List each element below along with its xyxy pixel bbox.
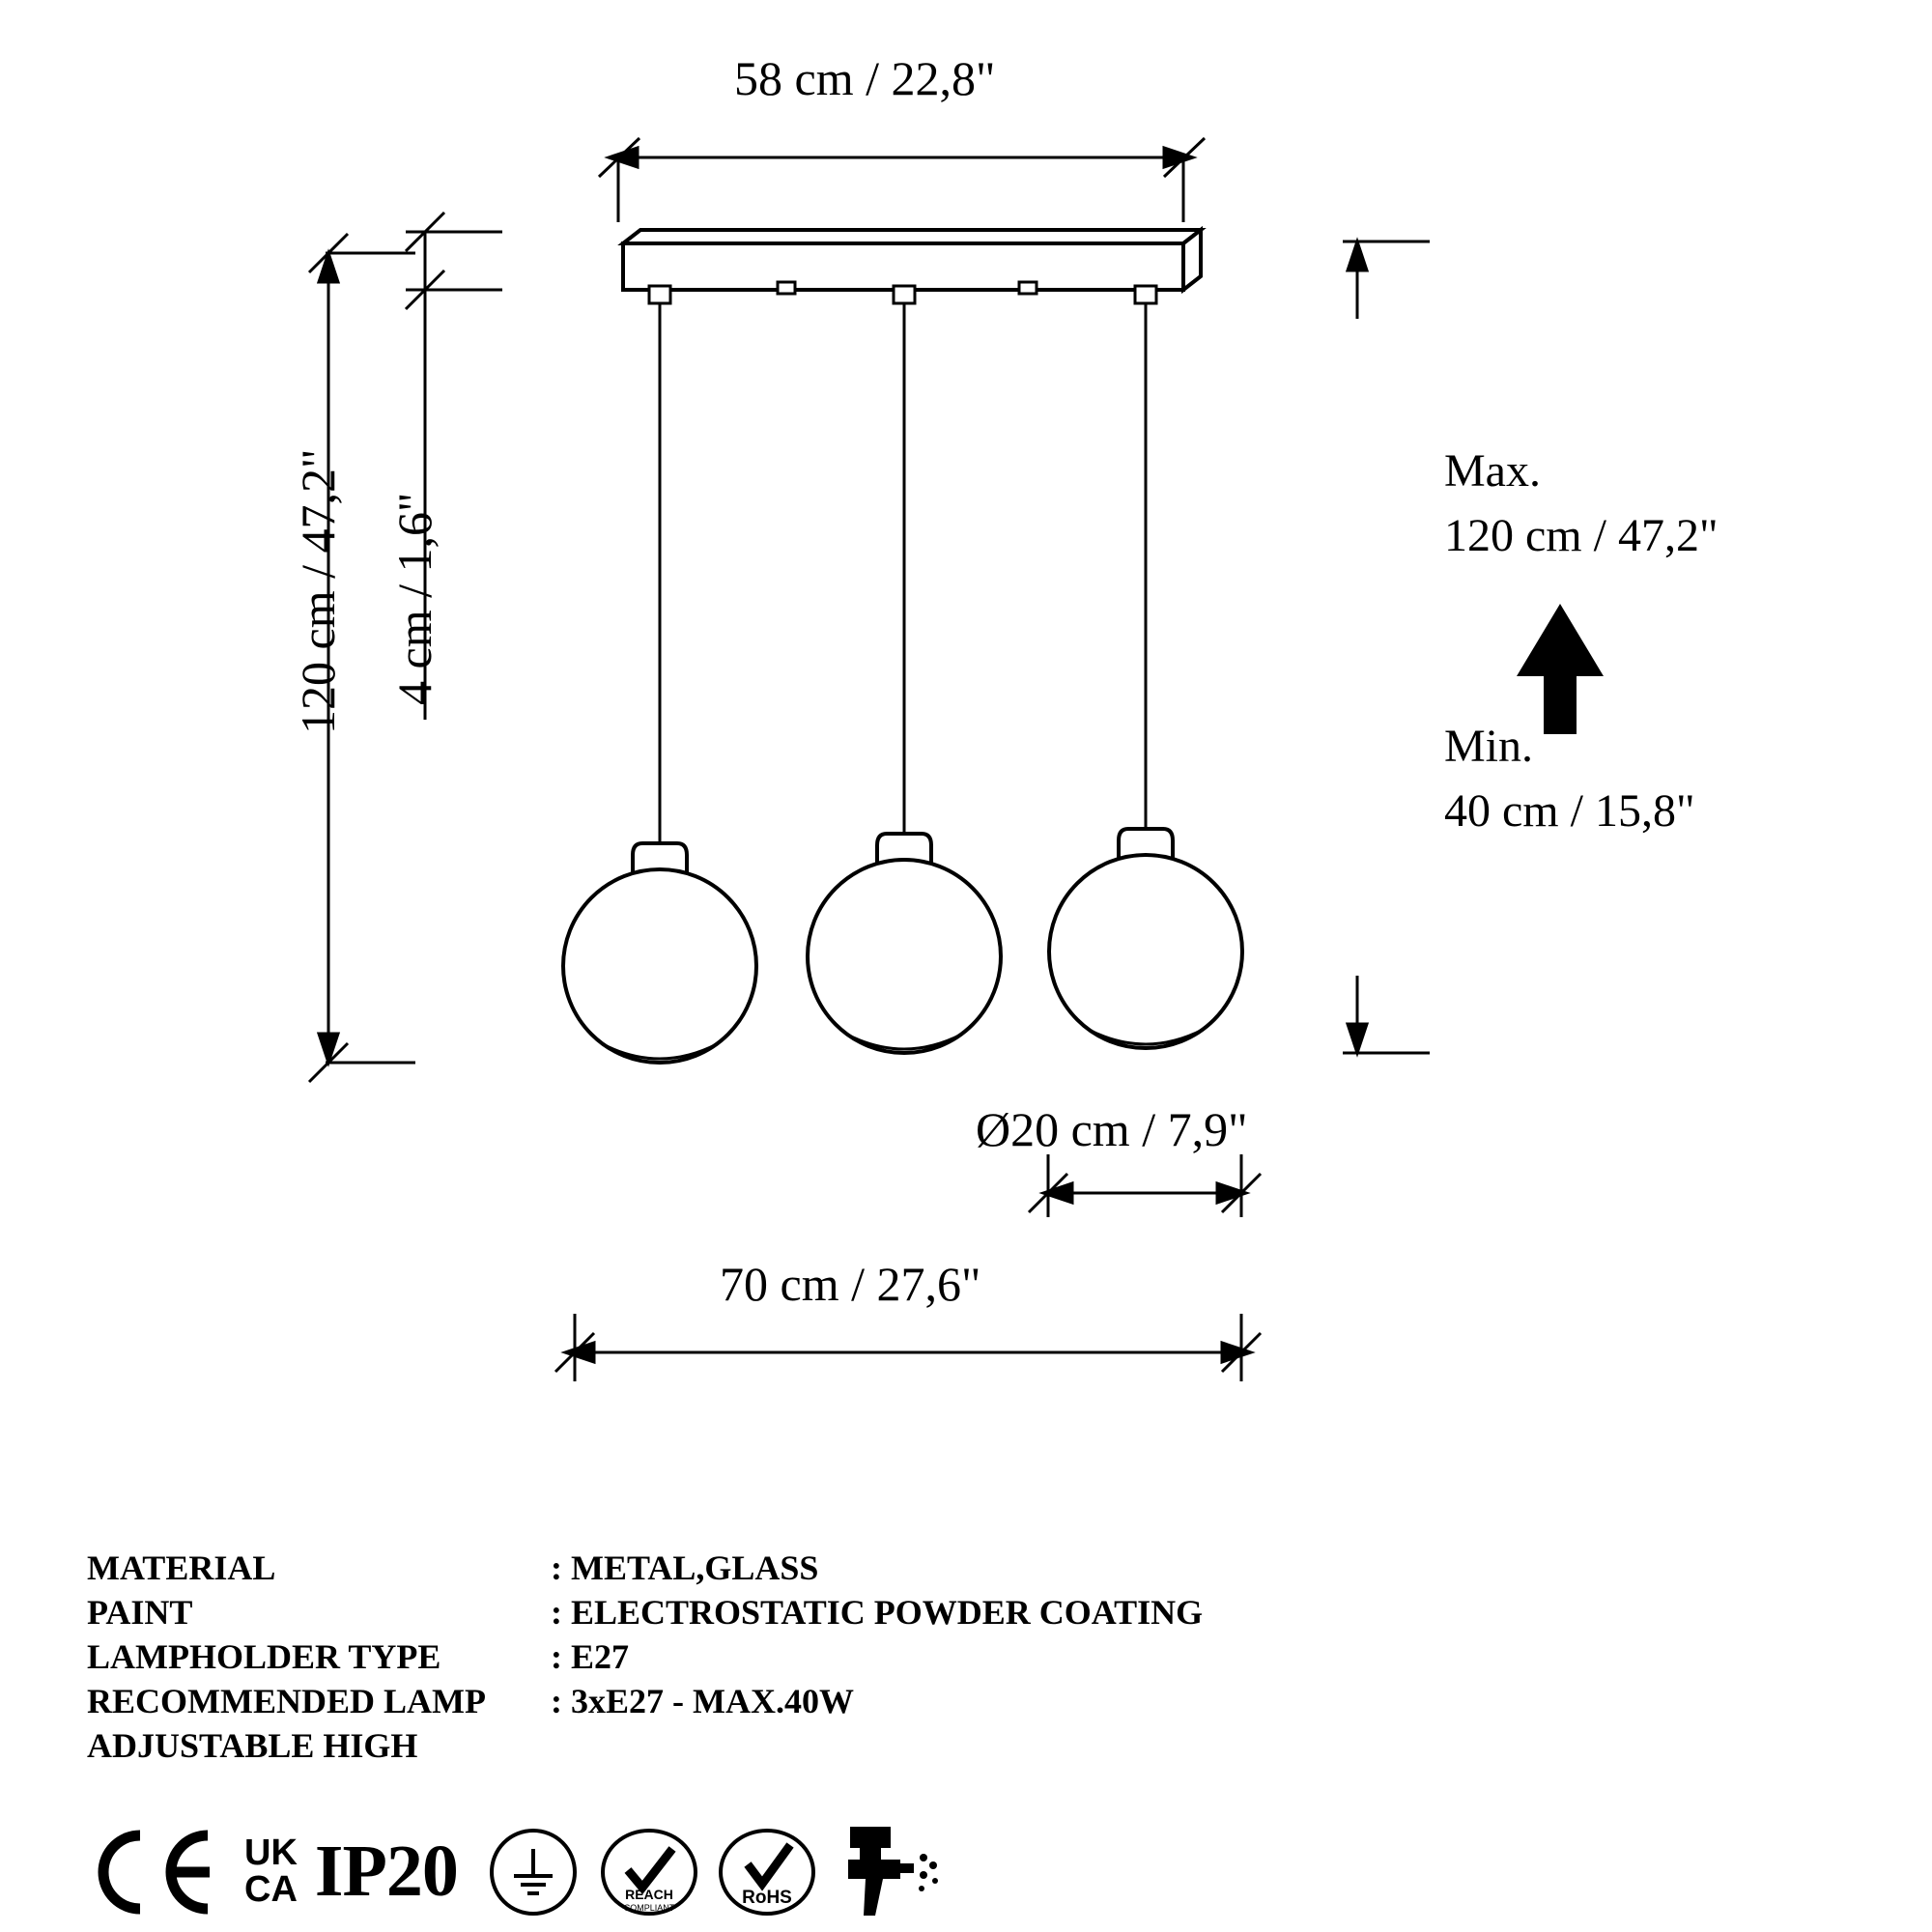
max-value: 120 cm / 47,2" bbox=[1444, 510, 1719, 561]
up-arrow-icon bbox=[1517, 604, 1604, 734]
spec-key: RECOMMENDED LAMP bbox=[87, 1682, 486, 1721]
spec-row-adjustable-high bbox=[87, 1723, 1203, 1768]
top-width-label: 58 cm / 22,8" bbox=[734, 51, 996, 105]
ukca-mark bbox=[244, 1833, 298, 1910]
globe-diameter-dimension-line bbox=[1029, 1154, 1261, 1217]
certification-badges bbox=[82, 1821, 947, 1922]
rohs-icon bbox=[717, 1824, 817, 1920]
suspension-cords bbox=[649, 282, 1156, 855]
earth-ground-icon bbox=[485, 1824, 582, 1920]
spec-row-paint bbox=[87, 1590, 1203, 1634]
ip-rating-label: IP20 bbox=[314, 1831, 458, 1912]
spec-row-recommended-lamp bbox=[87, 1679, 1203, 1723]
adjust-range-extension-lines bbox=[1343, 242, 1430, 1053]
ce-mark-icon bbox=[82, 1824, 227, 1920]
total-height-label: 120 cm / 47,2" bbox=[291, 448, 345, 734]
spec-row-lampholder-type bbox=[87, 1634, 1203, 1679]
globe-diameter-label: Ø20 cm / 7,9" bbox=[976, 1102, 1248, 1156]
spec-value: : ELECTROSTATIC POWDER COATING bbox=[551, 1593, 1204, 1633]
svg-text:REACH: REACH bbox=[625, 1886, 673, 1902]
spec-key: PAINT bbox=[87, 1593, 193, 1633]
spec-key: LAMPHOLDER TYPE bbox=[87, 1637, 441, 1677]
spec-value: : METAL,GLASS bbox=[551, 1548, 819, 1587]
ukca-line2: CA bbox=[244, 1868, 298, 1910]
spec-value: : 3xE27 - MAX.40W bbox=[551, 1682, 854, 1721]
glass-globe-left bbox=[563, 843, 756, 1063]
top-width-dimension-line bbox=[599, 138, 1205, 222]
spec-value: : E27 bbox=[551, 1637, 629, 1677]
min-label: Min. bbox=[1444, 721, 1534, 772]
canopy-bar bbox=[623, 230, 1201, 290]
spray-gun-icon bbox=[840, 1821, 947, 1922]
max-label: Max. bbox=[1444, 445, 1541, 497]
bottom-width-label: 70 cm / 27,6" bbox=[720, 1257, 981, 1311]
svg-text:COMPLIANT: COMPLIANT bbox=[623, 1902, 675, 1913]
spec-table bbox=[87, 1546, 1203, 1768]
glass-globe-middle bbox=[808, 834, 1001, 1053]
reach-compliant-icon bbox=[599, 1824, 699, 1920]
svg-text:RoHS: RoHS bbox=[742, 1887, 792, 1908]
bottom-width-dimension-line bbox=[555, 1314, 1261, 1381]
spec-key: ADJUSTABLE HIGH bbox=[87, 1726, 418, 1766]
ukca-line1: UK bbox=[244, 1833, 298, 1874]
glass-globe-right bbox=[1049, 829, 1242, 1048]
spec-key: MATERIAL bbox=[87, 1548, 276, 1587]
min-value: 40 cm / 15,8" bbox=[1444, 785, 1695, 837]
spec-row-material bbox=[87, 1546, 1203, 1590]
canopy-height-label: 4 cm / 1,6" bbox=[387, 492, 441, 705]
